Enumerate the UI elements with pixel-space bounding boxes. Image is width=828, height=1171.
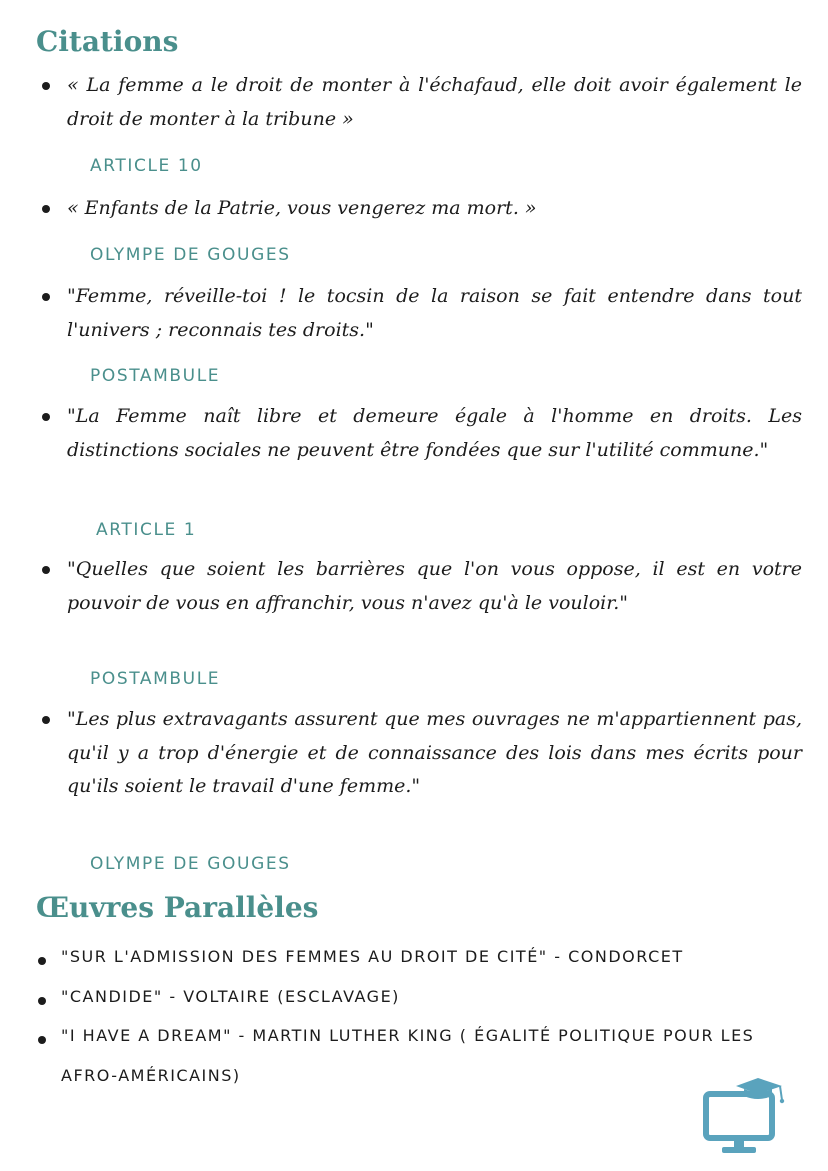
citation-source: ARTICLE 10 (90, 156, 203, 176)
bullet-icon (42, 413, 50, 421)
oeuvre-item (38, 1026, 798, 1096)
oeuvre-item (38, 947, 798, 977)
citation-text: « Enfants de la Patrie, vous vengerez ma mort. » (67, 197, 537, 219)
citation-text: "Quelles que soient les barrières que l'on vous oppose, il est en votre pouvoir de vous en affranchir, vous n'avez qu'à le vouloir." (67, 558, 802, 614)
oeuvre-text: "CANDIDE" - VOLTAIRE (ESCLAVAGE) (61, 987, 400, 1006)
bullet-icon (38, 957, 46, 965)
citation-item (42, 192, 804, 226)
citation-text: "Femme, réveille-toi ! le tocsin de la raison se fait entendre dans tout l'univers ; reconnais tes droits." (67, 285, 802, 341)
citation-item (42, 280, 804, 347)
citation-source: OLYMPE DE GOUGES (90, 854, 291, 874)
bullet-icon (42, 716, 50, 724)
bullet-icon (42, 205, 50, 213)
citation-text: « La femme a le droit de monter à l'échafaud, elle doit avoir également le droit de monter à la tribune » (67, 74, 802, 130)
computer-graduation-cap-icon (700, 1074, 790, 1156)
citation-text: "La Femme naît libre et demeure égale à l'homme en droits. Les distinctions sociales ne peuvent être fondées que sur l'utilité commune." (67, 405, 802, 461)
bullet-icon (42, 566, 50, 574)
oeuvre-text: "I HAVE A DREAM" - MARTIN LUTHER KING ( ÉGALITÉ POLITIQUE POUR LES AFRO-AMÉRICAINS) (61, 1026, 755, 1085)
bullet-icon (42, 293, 50, 301)
section-title-citations: Citations (36, 25, 179, 58)
citation-item (42, 703, 804, 804)
section-title-oeuvres: Œuvres Parallèles (36, 891, 319, 924)
citation-source: POSTAMBULE (90, 669, 221, 689)
oeuvre-item (38, 987, 798, 1017)
citation-source: OLYMPE DE GOUGES (90, 245, 291, 265)
citation-source: ARTICLE 1 (96, 520, 197, 540)
citation-item (42, 69, 804, 136)
bullet-icon (38, 997, 46, 1005)
oeuvre-text: "SUR L'ADMISSION DES FEMMES AU DROIT DE CITÉ" - CONDORCET (61, 947, 684, 966)
citation-text: "Les plus extravagants assurent que mes ouvrages ne m'appartiennent pas, qu'il y a trop d'énergie et de connaissance des lois dans mes écrits pour qu'ils soient le travail d'une femme." (67, 708, 802, 797)
citation-source: POSTAMBULE (90, 366, 221, 386)
bullet-icon (42, 82, 50, 90)
citation-item (42, 553, 804, 620)
bullet-icon (38, 1036, 46, 1044)
citation-item (42, 400, 804, 467)
